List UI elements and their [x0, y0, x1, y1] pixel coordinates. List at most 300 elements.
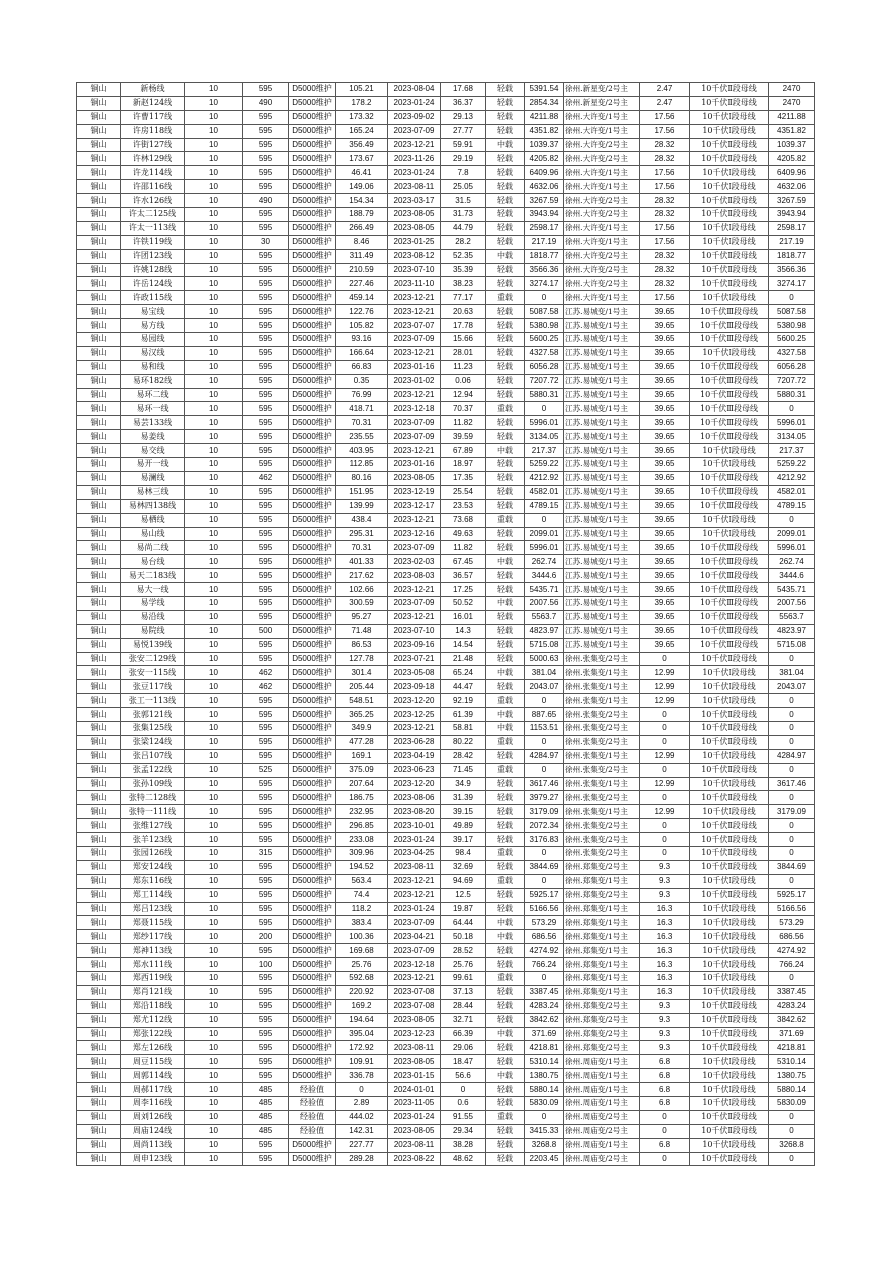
table-body — [77, 83, 815, 1166]
table-row — [77, 110, 815, 124]
load-rate-cell: 49.89 — [441, 819, 486, 833]
district-cell: 铜山 — [77, 1138, 121, 1152]
load-rate-cell: 80.22 — [441, 735, 486, 749]
district-cell: 铜山 — [77, 888, 121, 902]
peak-date-cell: 2023-04-19 — [388, 749, 441, 763]
load-rate-cell: 34.9 — [441, 777, 486, 791]
load-rate-cell: 17.35 — [441, 471, 486, 485]
peak-date-cell: 2023-08-20 — [388, 805, 441, 819]
line-name-cell: 周李116线 — [121, 1097, 185, 1111]
peak-date-cell: 2023-12-21 — [388, 874, 441, 888]
peak-date-cell: 2023-08-22 — [388, 1152, 441, 1166]
load-status-cell: 轻载 — [486, 569, 525, 583]
transformer-load-cell: 0 — [640, 708, 690, 722]
load-status-cell: 中载 — [486, 1069, 525, 1083]
line-available-capacity-cell: 2598.17 — [769, 221, 815, 235]
bus-section-cell: 10千伏Ⅰ段母线 — [690, 1097, 769, 1111]
district-cell: 铜山 — [77, 680, 121, 694]
data-source-cell: D5000维护 — [289, 402, 336, 416]
line-name-cell: 张孙109线 — [121, 777, 185, 791]
bus-section-cell: 10千伏Ⅱ段母线 — [690, 1041, 769, 1055]
line-available-capacity-cell: 0 — [769, 819, 815, 833]
available-capacity-cell: 4212.92 — [525, 471, 564, 485]
substation-transformer-cell: 江苏.易城变/1号主 — [564, 541, 640, 555]
rated-current-cell: 595 — [243, 721, 289, 735]
peak-date-cell: 2023-01-24 — [388, 1110, 441, 1124]
load-rate-cell: 49.63 — [441, 527, 486, 541]
available-capacity-cell: 0 — [525, 846, 564, 860]
voltage-level-cell: 10 — [185, 846, 243, 860]
line-available-capacity-cell: 217.19 — [769, 235, 815, 249]
load-rate-cell: 19.87 — [441, 902, 486, 916]
voltage-level-cell: 10 — [185, 791, 243, 805]
table-row — [77, 985, 815, 999]
line-name-cell: 张集125线 — [121, 721, 185, 735]
available-capacity-cell: 4283.24 — [525, 999, 564, 1013]
data-source-cell: D5000维护 — [289, 235, 336, 249]
table-row — [77, 958, 815, 972]
data-source-cell: D5000维护 — [289, 583, 336, 597]
transformer-load-cell: 9.3 — [640, 874, 690, 888]
load-status-cell: 轻载 — [486, 888, 525, 902]
bus-section-cell: 10千伏Ⅲ段母线 — [690, 374, 769, 388]
max-current-cell: 232.95 — [336, 805, 388, 819]
transformer-load-cell: 0 — [640, 833, 690, 847]
line-available-capacity-cell: 1380.75 — [769, 1069, 815, 1083]
load-rate-cell: 50.52 — [441, 596, 486, 610]
bus-section-cell: 10千伏Ⅱ段母线 — [690, 1152, 769, 1166]
line-available-capacity-cell: 3134.05 — [769, 430, 815, 444]
peak-date-cell: 2023-12-21 — [388, 583, 441, 597]
transformer-load-cell: 0 — [640, 819, 690, 833]
bus-section-cell: 10千伏Ⅲ段母线 — [690, 402, 769, 416]
max-current-cell: 186.75 — [336, 791, 388, 805]
data-source-cell: 经验值 — [289, 1110, 336, 1124]
rated-current-cell: 595 — [243, 388, 289, 402]
load-rate-cell: 48.62 — [441, 1152, 486, 1166]
load-status-cell: 轻载 — [486, 1041, 525, 1055]
rated-current-cell: 595 — [243, 110, 289, 124]
line-available-capacity-cell: 5435.71 — [769, 583, 815, 597]
load-rate-cell: 38.28 — [441, 1138, 486, 1152]
load-rate-cell: 12.94 — [441, 388, 486, 402]
bus-section-cell: 10千伏Ⅱ段母线 — [690, 735, 769, 749]
line-available-capacity-cell: 3444.6 — [769, 569, 815, 583]
line-name-cell: 郑纱117线 — [121, 930, 185, 944]
peak-date-cell: 2023-05-08 — [388, 666, 441, 680]
table-row — [77, 1069, 815, 1083]
substation-transformer-cell: 徐州.郑集变/2号主 — [564, 999, 640, 1013]
transformer-load-cell: 39.65 — [640, 569, 690, 583]
rated-current-cell: 595 — [243, 805, 289, 819]
table-row — [77, 291, 815, 305]
peak-date-cell: 2023-07-09 — [388, 916, 441, 930]
line-available-capacity-cell: 6409.96 — [769, 166, 815, 180]
voltage-level-cell: 10 — [185, 596, 243, 610]
district-cell: 铜山 — [77, 263, 121, 277]
voltage-level-cell: 10 — [185, 235, 243, 249]
transformer-load-cell: 6.8 — [640, 1083, 690, 1097]
line-name-cell: 许龙114线 — [121, 166, 185, 180]
load-rate-cell: 0 — [441, 1083, 486, 1097]
district-cell: 铜山 — [77, 860, 121, 874]
bus-section-cell: 10千伏Ⅲ段母线 — [690, 624, 769, 638]
table-row — [77, 208, 815, 222]
load-rate-cell: 39.17 — [441, 833, 486, 847]
peak-date-cell: 2023-01-16 — [388, 360, 441, 374]
peak-date-cell: 2023-07-09 — [388, 596, 441, 610]
load-rate-cell: 67.89 — [441, 444, 486, 458]
substation-transformer-cell: 徐州.大许变/1号主 — [564, 291, 640, 305]
load-status-cell: 轻载 — [486, 680, 525, 694]
max-current-cell: 401.33 — [336, 555, 388, 569]
bus-section-cell: 10千伏Ⅲ段母线 — [690, 499, 769, 513]
voltage-level-cell: 10 — [185, 527, 243, 541]
load-status-cell: 轻载 — [486, 194, 525, 208]
load-rate-cell: 28.01 — [441, 346, 486, 360]
district-cell: 铜山 — [77, 221, 121, 235]
line-available-capacity-cell: 1818.77 — [769, 249, 815, 263]
max-current-cell: 105.21 — [336, 83, 388, 97]
available-capacity-cell: 1153.51 — [525, 721, 564, 735]
available-capacity-cell: 3387.45 — [525, 985, 564, 999]
line-name-cell: 周郭114线 — [121, 1069, 185, 1083]
district-cell: 铜山 — [77, 610, 121, 624]
bus-section-cell: 10千伏Ⅲ段母线 — [690, 430, 769, 444]
load-status-cell: 中载 — [486, 666, 525, 680]
load-rate-cell: 44.79 — [441, 221, 486, 235]
max-current-cell: 76.99 — [336, 388, 388, 402]
max-current-cell: 0.35 — [336, 374, 388, 388]
peak-date-cell: 2023-12-23 — [388, 1027, 441, 1041]
available-capacity-cell: 2043.07 — [525, 680, 564, 694]
bus-section-cell: 10千伏Ⅱ段母线 — [690, 860, 769, 874]
rated-current-cell: 485 — [243, 1124, 289, 1138]
transformer-load-cell: 39.65 — [640, 305, 690, 319]
line-available-capacity-cell: 2007.56 — [769, 596, 815, 610]
max-current-cell: 207.64 — [336, 777, 388, 791]
district-cell: 铜山 — [77, 777, 121, 791]
line-name-cell: 周郝117线 — [121, 1083, 185, 1097]
data-source-cell: D5000维护 — [289, 888, 336, 902]
substation-transformer-cell: 江苏.易城变/1号主 — [564, 569, 640, 583]
bus-section-cell: 10千伏Ⅱ段母线 — [690, 277, 769, 291]
peak-date-cell: 2023-08-05 — [388, 1055, 441, 1069]
available-capacity-cell: 887.65 — [525, 708, 564, 722]
rated-current-cell: 595 — [243, 152, 289, 166]
district-cell: 铜山 — [77, 1013, 121, 1027]
line-available-capacity-cell: 5087.58 — [769, 305, 815, 319]
table-row — [77, 471, 815, 485]
table-row — [77, 513, 815, 527]
load-rate-cell: 29.34 — [441, 1124, 486, 1138]
data-source-cell: D5000维护 — [289, 291, 336, 305]
voltage-level-cell: 10 — [185, 485, 243, 499]
rated-current-cell: 595 — [243, 708, 289, 722]
table-row — [77, 416, 815, 430]
bus-section-cell: 10千伏Ⅰ段母线 — [690, 958, 769, 972]
district-cell: 铜山 — [77, 180, 121, 194]
load-status-cell: 轻载 — [486, 527, 525, 541]
load-rate-cell: 67.45 — [441, 555, 486, 569]
voltage-level-cell: 10 — [185, 1152, 243, 1166]
transformer-load-cell: 16.3 — [640, 916, 690, 930]
load-status-cell: 轻载 — [486, 221, 525, 235]
substation-transformer-cell: 江苏.易城变/1号主 — [564, 305, 640, 319]
rated-current-cell: 595 — [243, 527, 289, 541]
max-current-cell: 8.46 — [336, 235, 388, 249]
load-status-cell: 轻载 — [486, 1138, 525, 1152]
peak-date-cell: 2023-06-28 — [388, 735, 441, 749]
max-current-cell: 365.25 — [336, 708, 388, 722]
bus-section-cell: 10千伏Ⅰ段母线 — [690, 110, 769, 124]
line-available-capacity-cell: 766.24 — [769, 958, 815, 972]
transformer-load-cell: 28.32 — [640, 263, 690, 277]
rated-current-cell: 595 — [243, 360, 289, 374]
district-cell: 铜山 — [77, 305, 121, 319]
rated-current-cell: 595 — [243, 972, 289, 986]
rated-current-cell: 525 — [243, 763, 289, 777]
table-row — [77, 374, 815, 388]
available-capacity-cell: 2203.45 — [525, 1152, 564, 1166]
line-available-capacity-cell: 0 — [769, 763, 815, 777]
peak-date-cell: 2023-12-21 — [388, 291, 441, 305]
data-source-cell: D5000维护 — [289, 194, 336, 208]
load-status-cell: 轻载 — [486, 388, 525, 402]
line-available-capacity-cell: 2043.07 — [769, 680, 815, 694]
rated-current-cell: 595 — [243, 277, 289, 291]
line-name-cell: 张安一115线 — [121, 666, 185, 680]
substation-transformer-cell: 徐州.大许变/2号主 — [564, 208, 640, 222]
max-current-cell: 188.79 — [336, 208, 388, 222]
available-capacity-cell: 5996.01 — [525, 541, 564, 555]
load-rate-cell: 38.23 — [441, 277, 486, 291]
data-source-cell: D5000维护 — [289, 83, 336, 97]
substation-transformer-cell: 江苏.易城变/1号主 — [564, 346, 640, 360]
load-rate-cell: 91.55 — [441, 1110, 486, 1124]
max-current-cell: 311.49 — [336, 249, 388, 263]
transformer-load-cell: 39.65 — [640, 513, 690, 527]
line-name-cell: 周庙124线 — [121, 1124, 185, 1138]
data-source-cell: D5000维护 — [289, 735, 336, 749]
load-rate-cell: 71.45 — [441, 763, 486, 777]
available-capacity-cell: 5435.71 — [525, 583, 564, 597]
load-status-cell: 中载 — [486, 721, 525, 735]
load-rate-cell: 32.69 — [441, 860, 486, 874]
transformer-load-cell: 16.3 — [640, 944, 690, 958]
bus-section-cell: 10千伏Ⅱ段母线 — [690, 819, 769, 833]
available-capacity-cell: 5000.63 — [525, 652, 564, 666]
rated-current-cell: 595 — [243, 430, 289, 444]
rated-current-cell: 595 — [243, 1013, 289, 1027]
district-cell: 铜山 — [77, 930, 121, 944]
available-capacity-cell: 1380.75 — [525, 1069, 564, 1083]
max-current-cell: 93.16 — [336, 333, 388, 347]
district-cell: 铜山 — [77, 1027, 121, 1041]
load-status-cell: 中载 — [486, 596, 525, 610]
table-row — [77, 402, 815, 416]
load-status-cell: 轻载 — [486, 944, 525, 958]
rated-current-cell: 595 — [243, 999, 289, 1013]
substation-transformer-cell: 徐州.周庙变/2号主 — [564, 1152, 640, 1166]
table-row — [77, 763, 815, 777]
line-name-cell: 易尚二线 — [121, 541, 185, 555]
load-status-cell: 轻载 — [486, 1097, 525, 1111]
load-status-cell: 轻载 — [486, 458, 525, 472]
bus-section-cell: 10千伏Ⅰ段母线 — [690, 180, 769, 194]
load-status-cell: 中载 — [486, 708, 525, 722]
max-current-cell: 444.02 — [336, 1110, 388, 1124]
voltage-level-cell: 10 — [185, 360, 243, 374]
load-status-cell: 轻载 — [486, 430, 525, 444]
data-source-cell: D5000维护 — [289, 930, 336, 944]
transformer-load-cell: 39.65 — [640, 583, 690, 597]
transformer-load-cell: 39.65 — [640, 527, 690, 541]
load-rate-cell: 37.13 — [441, 985, 486, 999]
load-status-cell: 轻载 — [486, 999, 525, 1013]
line-name-cell: 易沿线 — [121, 610, 185, 624]
data-source-cell: 经验值 — [289, 1083, 336, 1097]
data-source-cell: D5000维护 — [289, 110, 336, 124]
substation-transformer-cell: 徐州.郑集变/1号主 — [564, 916, 640, 930]
available-capacity-cell: 3267.59 — [525, 194, 564, 208]
substation-transformer-cell: 徐州.周庙变/1号主 — [564, 1138, 640, 1152]
rated-current-cell: 595 — [243, 416, 289, 430]
district-cell: 铜山 — [77, 458, 121, 472]
table-row — [77, 1041, 815, 1055]
voltage-level-cell: 10 — [185, 416, 243, 430]
data-source-cell: D5000维护 — [289, 319, 336, 333]
load-rate-cell: 31.5 — [441, 194, 486, 208]
available-capacity-cell: 3134.05 — [525, 430, 564, 444]
substation-transformer-cell: 徐州.张集变/1号主 — [564, 805, 640, 819]
substation-transformer-cell: 徐州.周庙变/2号主 — [564, 1124, 640, 1138]
rated-current-cell: 462 — [243, 680, 289, 694]
available-capacity-cell: 4789.15 — [525, 499, 564, 513]
table-row — [77, 221, 815, 235]
line-available-capacity-cell: 4283.24 — [769, 999, 815, 1013]
load-status-cell: 轻载 — [486, 541, 525, 555]
data-source-cell: D5000维护 — [289, 819, 336, 833]
rated-current-cell: 595 — [243, 1152, 289, 1166]
line-available-capacity-cell: 5880.31 — [769, 388, 815, 402]
line-name-cell: 易环182线 — [121, 374, 185, 388]
table-row — [77, 1152, 815, 1166]
table-row — [77, 638, 815, 652]
line-name-cell: 易林四138线 — [121, 499, 185, 513]
table-row — [77, 444, 815, 458]
rated-current-cell: 595 — [243, 83, 289, 97]
district-cell: 铜山 — [77, 444, 121, 458]
load-rate-cell: 39.59 — [441, 430, 486, 444]
available-capacity-cell: 7207.72 — [525, 374, 564, 388]
max-current-cell: 105.82 — [336, 319, 388, 333]
load-rate-cell: 25.76 — [441, 958, 486, 972]
available-capacity-cell: 0 — [525, 694, 564, 708]
line-available-capacity-cell: 0 — [769, 721, 815, 735]
table-row — [77, 819, 815, 833]
data-source-cell: D5000维护 — [289, 749, 336, 763]
max-current-cell: 172.92 — [336, 1041, 388, 1055]
bus-section-cell: 10千伏Ⅱ段母线 — [690, 152, 769, 166]
line-name-cell: 易芸133线 — [121, 416, 185, 430]
rated-current-cell: 595 — [243, 916, 289, 930]
peak-date-cell: 2023-03-17 — [388, 194, 441, 208]
transformer-load-cell: 0 — [640, 1110, 690, 1124]
max-current-cell: 95.27 — [336, 610, 388, 624]
available-capacity-cell: 3274.17 — [525, 277, 564, 291]
transformer-load-cell: 9.3 — [640, 860, 690, 874]
rated-current-cell: 595 — [243, 791, 289, 805]
table-row — [77, 652, 815, 666]
bus-section-cell: 10千伏Ⅰ段母线 — [690, 291, 769, 305]
rated-current-cell: 100 — [243, 958, 289, 972]
load-status-cell: 轻载 — [486, 180, 525, 194]
voltage-level-cell: 10 — [185, 1110, 243, 1124]
max-current-cell: 139.99 — [336, 499, 388, 513]
voltage-level-cell: 10 — [185, 694, 243, 708]
data-source-cell: D5000维护 — [289, 346, 336, 360]
substation-transformer-cell: 江苏.易城变/1号主 — [564, 319, 640, 333]
voltage-level-cell: 10 — [185, 444, 243, 458]
available-capacity-cell: 0 — [525, 972, 564, 986]
transformer-load-cell: 9.3 — [640, 1013, 690, 1027]
district-cell: 铜山 — [77, 235, 121, 249]
district-cell: 铜山 — [77, 985, 121, 999]
substation-transformer-cell: 徐州.大许变/1号主 — [564, 124, 640, 138]
load-status-cell: 轻载 — [486, 819, 525, 833]
bus-section-cell: 10千伏Ⅲ段母线 — [690, 569, 769, 583]
data-source-cell: D5000维护 — [289, 666, 336, 680]
table-row — [77, 319, 815, 333]
table-row — [77, 235, 815, 249]
max-current-cell: 169.68 — [336, 944, 388, 958]
district-cell: 铜山 — [77, 763, 121, 777]
max-current-cell: 592.68 — [336, 972, 388, 986]
table-row — [77, 527, 815, 541]
line-name-cell: 易山线 — [121, 527, 185, 541]
load-status-cell: 轻载 — [486, 152, 525, 166]
line-name-cell: 郑左126线 — [121, 1041, 185, 1055]
load-rate-cell: 29.19 — [441, 152, 486, 166]
line-available-capacity-cell: 0 — [769, 291, 815, 305]
transformer-load-cell: 39.65 — [640, 333, 690, 347]
load-status-cell: 轻载 — [486, 958, 525, 972]
table-row — [77, 721, 815, 735]
table-row — [77, 874, 815, 888]
load-status-cell: 轻载 — [486, 263, 525, 277]
table-row — [77, 610, 815, 624]
line-available-capacity-cell: 6056.28 — [769, 360, 815, 374]
voltage-level-cell: 10 — [185, 888, 243, 902]
district-cell: 铜山 — [77, 972, 121, 986]
load-rate-cell: 65.24 — [441, 666, 486, 680]
max-current-cell: 295.31 — [336, 527, 388, 541]
district-cell: 铜山 — [77, 485, 121, 499]
available-capacity-cell: 4211.88 — [525, 110, 564, 124]
transformer-load-cell: 6.8 — [640, 1069, 690, 1083]
load-status-cell: 轻载 — [486, 583, 525, 597]
peak-date-cell: 2023-01-24 — [388, 166, 441, 180]
transformer-load-cell: 0 — [640, 791, 690, 805]
substation-transformer-cell: 江苏.易城变/1号主 — [564, 430, 640, 444]
load-status-cell: 轻载 — [486, 833, 525, 847]
line-available-capacity-cell: 5996.01 — [769, 541, 815, 555]
data-source-cell: D5000维护 — [289, 721, 336, 735]
table-row — [77, 458, 815, 472]
voltage-level-cell: 10 — [185, 708, 243, 722]
line-name-cell: 易澜线 — [121, 471, 185, 485]
